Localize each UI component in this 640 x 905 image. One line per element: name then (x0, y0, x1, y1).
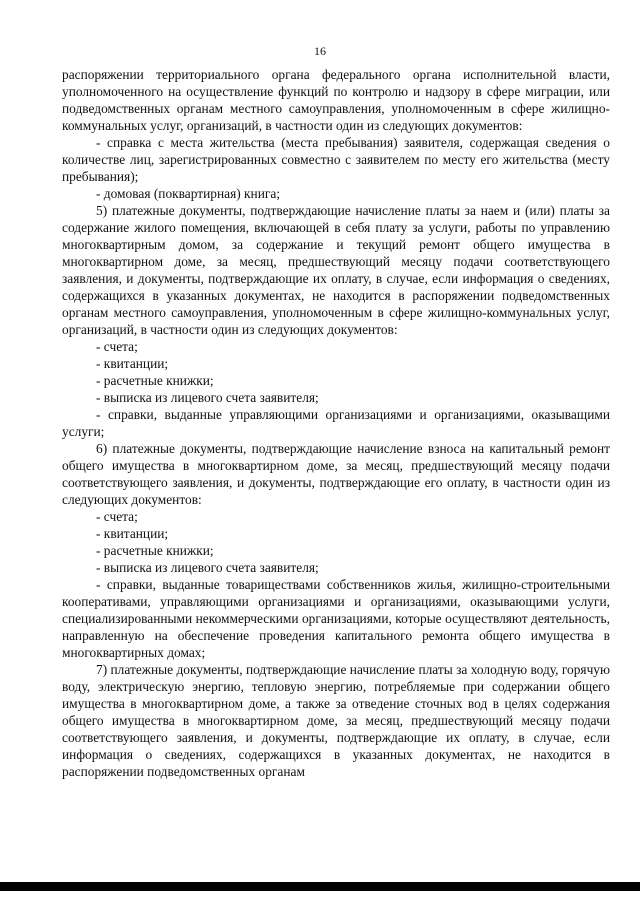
document-body (62, 66, 610, 780)
list-item-hoa-certificates: - справки, выданные товариществами собственников жилья, жилищно-строительными кооперативами, управляющими организациями и организациями, оказывающими услуги, специализированными некоммерческими организациями, которые осуществляют деятельность, направленную на обеспечение проведения капитального ремонта общего имущества в многоквартирных домах; (62, 577, 610, 660)
list-item-receipts: - квитанции; (96, 356, 169, 371)
list-item-residence-certificate: - справка с места жительства (места пребывания) заявителя, содержащая сведения о количестве лиц, зарегистрированных совместно с заявителем по месту его жительства (месту пребывания); (62, 135, 610, 184)
paragraph-item-7: 7) платежные документы, подтверждающие начисление платы за холодную воду, горячую воду, электрическую энергию, тепловую энергию, потребляемые при содержании общего имущества в многоквартирном доме, а также за отведение сточных вод в целях содержания общего имущества в многоквартирном доме, за месяц, предшествующий месяцу подачи соответствующего заявления, и документы, подтверждающие их оплату, в случае, если информация о сведениях, содержащихся в указанных документах, не находится в распоряжении подведомственных органам (62, 662, 610, 779)
list-item-account-extract: - выписка из лицевого счета заявителя; (96, 560, 319, 575)
list-item-receipts: - квитанции; (96, 526, 169, 541)
list-item-payment-books: - расчетные книжки; (96, 543, 214, 558)
paragraph-continuation: распоряжении территориального органа федерального органа исполнительной власти, уполномоченного на осуществление функций по контролю и надзору в сфере миграции, или подведомственных органам местного самоуправления, уполномоченным в сфере жилищно-коммунальных услуг, организаций, в частности один из следующих документов: (62, 67, 610, 133)
paragraph-item-5: 5) платежные документы, подтверждающие начисление платы за наем и (или) платы за содержание жилого помещения, включающей в себя плату за услуги, работы по управлению многоквартирным домом, за содержание и текущий ремонт общего имущества в многоквартирном доме, за месяц, предшествующий месяцу подачи соответствующего заявления, и документы, подтверждающие их оплату, в случае, если информация о сведениях, содержащихся в указанных документах, не находится в распоряжении подведомственных органам местного самоуправления, уполномоченным в сфере жилищно-коммунальных услуг, организаций, в частности один из следующих документов: (62, 203, 610, 337)
list-item-payment-books: - расчетные книжки; (96, 373, 214, 388)
page-number: 16 (314, 44, 326, 58)
list-item-bills: - счета; (96, 509, 138, 524)
list-item-bills: - счета; (96, 339, 138, 354)
list-item-management-certificates: - справки, выданные управляющими организациями и организациями, оказыващими услуги; (62, 407, 610, 439)
paragraph-item-6: 6) платежные документы, подтверждающие начисление взноса на капитальный ремонт общего имущества в многоквартирном доме, за месяц, предшествующий месяцу подачи соответствующего заявления, и документы, подтверждающие его оплату, в частности один из следующих документов: (62, 441, 610, 507)
list-item-account-extract: - выписка из лицевого счета заявителя; (96, 390, 319, 405)
scan-bottom-edge (0, 882, 640, 891)
list-item-house-book: - домовая (поквартирная) книга; (96, 186, 281, 201)
